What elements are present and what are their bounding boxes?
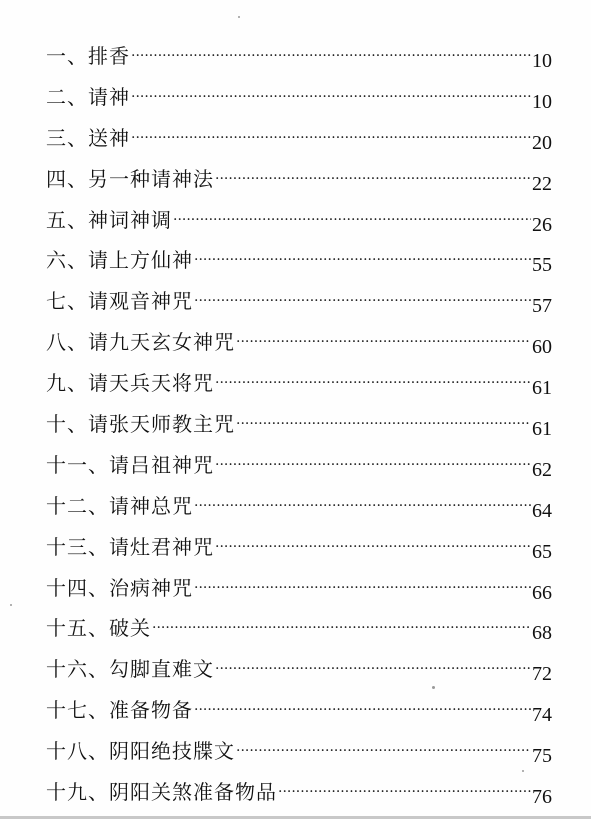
toc-entry[interactable] (46, 690, 552, 731)
dot-leader (215, 527, 531, 568)
toc-entry-title: 七、请观音神咒 (46, 289, 193, 314)
toc-entry[interactable] (46, 281, 552, 322)
dot-leader (236, 731, 531, 772)
dot-leader (236, 322, 531, 363)
scan-speck (10, 604, 12, 606)
dot-leader (131, 118, 531, 159)
toc-entry-title: 九、请天兵天将咒 (46, 371, 214, 396)
toc-entry-title: 十一、请吕祖神咒 (46, 452, 214, 477)
toc-entry-title: 六、请上方仙神 (46, 248, 193, 273)
toc-entry[interactable] (46, 486, 552, 527)
dot-leader (194, 240, 531, 281)
toc-entry-page: 61 (532, 377, 552, 400)
toc-entry[interactable] (46, 445, 552, 486)
toc-entry[interactable] (46, 527, 552, 568)
dot-leader (194, 568, 531, 609)
toc-entry-page: 65 (532, 540, 552, 563)
toc-entry-title: 十九、阴阳关煞准备物品 (46, 780, 277, 805)
dot-leader (215, 363, 531, 404)
dot-leader (215, 445, 531, 486)
toc-entry-title: 三、送神 (46, 125, 130, 150)
toc-entry-title: 十三、请灶君神咒 (46, 534, 214, 559)
toc-entry-page: 26 (532, 213, 552, 236)
scan-speck (432, 686, 435, 689)
toc-entry-page: 20 (532, 131, 552, 154)
toc-entry[interactable] (46, 322, 552, 363)
toc-entry-title: 十四、治病神咒 (46, 575, 193, 600)
dot-leader (194, 486, 531, 527)
toc-entry[interactable] (46, 731, 552, 772)
table-of-contents (46, 36, 552, 813)
toc-entry-page: 74 (532, 704, 552, 727)
dot-leader (194, 690, 531, 731)
toc-entry[interactable] (46, 77, 552, 118)
toc-entry-title: 十七、准备物备 (46, 698, 193, 723)
toc-entry-page: 10 (532, 90, 552, 113)
toc-entry-page: 64 (532, 499, 552, 522)
toc-entry[interactable] (46, 649, 552, 690)
dot-leader (215, 649, 531, 690)
toc-entry-page: 62 (532, 458, 552, 481)
toc-entry-page: 68 (532, 622, 552, 645)
dot-leader (278, 772, 531, 813)
toc-entry[interactable] (46, 200, 552, 241)
scan-speck (522, 770, 524, 772)
toc-entry-page: 22 (532, 172, 552, 195)
toc-entry-title: 八、请九天玄女神咒 (46, 330, 235, 355)
toc-entry[interactable] (46, 159, 552, 200)
toc-entry[interactable] (46, 118, 552, 159)
toc-entry-title: 十六、勾脚直难文 (46, 657, 214, 682)
toc-entry[interactable] (46, 363, 552, 404)
toc-entry-title: 十八、阴阳绝技牒文 (46, 739, 235, 764)
toc-entry-page: 72 (532, 663, 552, 686)
scan-speck (238, 16, 240, 18)
toc-entry-page: 61 (532, 418, 552, 441)
dot-leader (173, 200, 531, 241)
toc-entry-page: 76 (532, 786, 552, 809)
toc-entry[interactable] (46, 608, 552, 649)
toc-entry[interactable] (46, 404, 552, 445)
dot-leader (131, 77, 531, 118)
toc-entry-title: 十五、破关 (46, 616, 151, 641)
toc-entry-title: 二、请神 (46, 84, 130, 109)
toc-entry-title: 一、排香 (46, 44, 130, 68)
toc-entry-page: 57 (532, 295, 552, 318)
toc-entry-page: 66 (532, 581, 552, 604)
toc-entry[interactable] (46, 568, 552, 609)
toc-entry-title: 十、请张天师教主咒 (46, 412, 235, 437)
toc-entry-page: 75 (532, 745, 552, 768)
toc-entry-title: 十二、请神总咒 (46, 493, 193, 518)
dot-leader (131, 36, 531, 77)
dot-leader (152, 608, 531, 649)
toc-entry-page: 55 (532, 254, 552, 277)
toc-entry[interactable] (46, 772, 552, 813)
dot-leader (194, 281, 531, 322)
toc-entry-page: 60 (532, 336, 552, 359)
dot-leader (215, 159, 531, 200)
toc-entry-title: 四、另一种请神法 (46, 166, 214, 191)
toc-entry[interactable] (46, 240, 552, 281)
toc-entry[interactable] (46, 36, 552, 77)
dot-leader (236, 404, 531, 445)
toc-entry-page: 10 (532, 50, 552, 72)
toc-entry-title: 五、神词神调 (46, 207, 172, 232)
